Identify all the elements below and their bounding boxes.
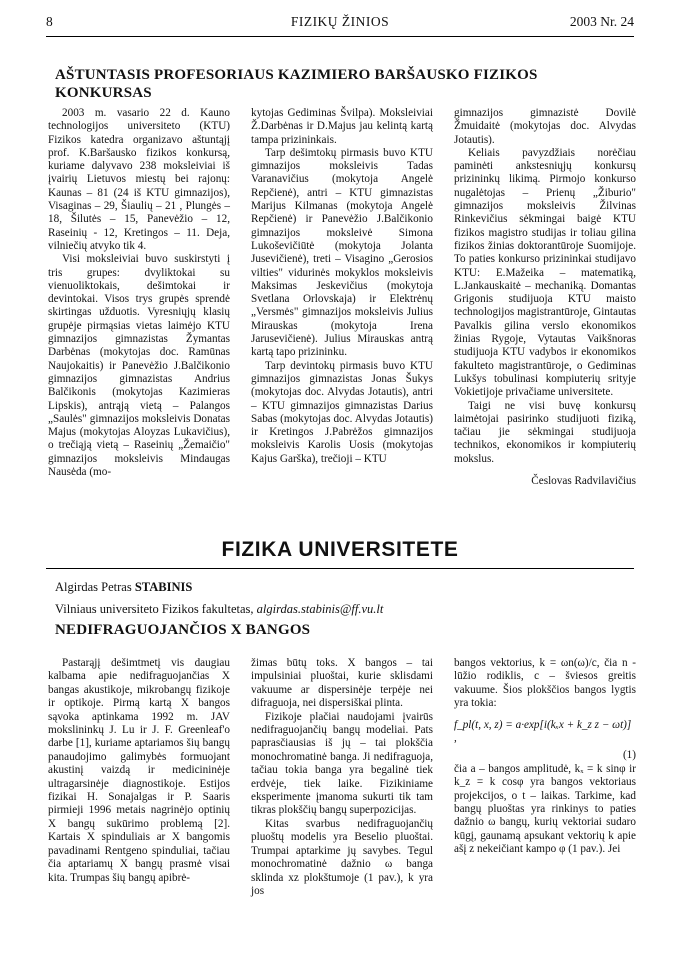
page-number: 8 [46,14,53,29]
paragraph: Kitas svarbus nedifraguojančių pluoštų modelis yra Beselio pluoštai. Trumpai aptarkime jų savybes. Tegul monochromatinė dažnio ω banga sklinda xz plokštumoje (1 pav.), k yra jos [251,817,433,897]
section-title: FIZIKA UNIVERSITETE [221,538,459,561]
signature: Česlovas Radvilavičius [531,475,636,488]
paragraph: Tarp devintokų pirmasis buvo KTU gimnazijos gimnazistas Jonas Šukys (mokytojas doc. Alvydas Jotautis), antri – KTU gimnazijos gimnazistas Darius Sabas (mokytojas doc. Alvydas Jotautis) ir Kretingos J.Pabrėžos gimnazijos moksleivis Karolis Uosis (mokytojas Kajus Garška), trečioji – KTU [251,359,433,465]
equation-number: (1) [622,749,636,762]
paragraph: Tarp dešimtokų pirmasis buvo KTU gimnazijos moksleivis Tadas Varanavičius (mokytoja Angelė Repčienė), antri – KTU gimnazistas Marijus Kilmanas (mokytoja Angelė Repčienė) ir Panevėžio J.Balčikonio gimnazijos moksleivė Simona Lukoševičiūtė (mokytoja Jolanta Jusevičienė), treti – Visagino „Gerosios vilties" vidurinės mokyklos moksleivis Maksimas Jeskevičius (mokytoja Svetlana Orlovskaja) ir Elektrėnų „Versmės" gimnazijos moksleivis Julius Mirauskas (mokytoja Irena Jarusevičienė). Julius Mirauskas antrą kartą tapo prizininku. [251,146,433,359]
article1-body [48,107,636,525]
paragraph: bangos vektorius, k = ωn(ω)/c, čia n - lūžio rodiklis, c – šviesos greitis vakuume. Šios plokščios bangos lygtis yra tokia: [454,657,636,710]
section-rule [46,568,634,569]
author-first-name: Algirdas Petras [55,580,135,594]
paragraph: Visi moksleiviai buvo suskirstyti į tris grupes: dvyliktokai su vienuoliktokais, dešimtokai ir devintokai. Visos trys grupės sprendė skirtingas užduotis. Vyresniųjų klasių grupėje pirmąsias vietas laimėjo KTU gimnazijos gimnazistas Žymantas Darbėnas (mokytojas doc. Ramūnas Naujokaitis) ir Panevėžio J.Balčikonio gimnazijos gimnazistas Andrius Balčikonis (mokytojas Kazimieras Lipskis), antrąją vietą – Palangos „Saulės" gimnazijos moksleivis Donatas Majus (mokytojas Aloyzas Lukavičius), o trečiąją vietą – Raseinių „Žemaičio" gimnazijos moksleivis Mindaugas Nausėda (mo- [48,253,230,479]
paragraph: gimnazijos gimnazistė Dovilė Žmuidaitė (mokytojas doc. Alvydas Jotautis). [454,107,636,146]
author-line [55,580,192,595]
issue-label: 2003 Nr. 24 [569,14,634,29]
article1-title: AŠTUNTASIS PROFESORIAUS KAZIMIERO BARŠAUSKO FIZIKOS KONKURSAS [55,67,538,101]
article1-column-2 [251,107,433,525]
paragraph: žimas būtų toks. X bangos – tai impulsiniai pluoštai, kurie sklisdami vakuume ar dispersinėje terpėje nei difraguoja, nei dispersiškai plinta. [251,657,433,710]
paragraph: čia a – bangos amplitudė, kₓ = k sinφ ir k_z = k cosφ yra bangos vektoriaus projekcijos, o t – laikas. Tarkime, kad bangų pluoštas yra rinkinys to paties dažnio ω bangų, kurių vektoriai sudaro kūgį, gaunamą apsukant vektorių k apie ašį z nekeičiant kampo φ (1 pav.). Jei [454,762,636,856]
paragraph: kytojas Gediminas Švilpa). Moksleiviai Ž.Darbėnas ir D.Majus jau kelintą kartą tampa prizininkais. [251,107,433,146]
author-last-name: STABINIS [134,580,193,594]
paragraph: Pastarąjį dešimtmetį vis daugiau kalbama apie nedifraguojančias X bangas akustikoje, mikrobangų fizikoje ir optikoje. Pirmą kartą X bangos sąvoka aptinkama 1992 m. JAV mokslininkų J. Lu ir J. F. Greenleaf'o darbe [1], kuriame aptariamos šių bangų panaudojimo galimybės formuojant akustinį vaizdą ir medicininėje ultragarsinėje diagnostikoje. Estijos fizikai H. Sonajalgas ir P. Saaris pirmieji 1996 metais nagrinėjo optinių X bangų sukūrimo problemą [2]. Kartais X spinduliais ar X bangomis pavadinami Rentgeno spinduliai, tačiau čia aptariamų X bangų prasmė visai kita. Trumpas šių bangų apibrė- [48,657,230,884]
paragraph: Keliais pavyzdžiais norėčiau paminėti ankstesniųjų konkursų prizininkų likimą. Pirmojo konkurso nugalėtojas – Prienų „Žiburio" gimnazijos moksleivis Žilvinas Rinkevičius sėkmingai baigė KTU fizikos magistro studijas ir toliau gilina fizikos žinias doktorantūroje Suomijoje. To paties konkurso prizininkai studijavo KTU: E.Mažeika – matematiką, L.Jankauskaitė – mechaniką. Domantas Grigonis studijuoja KTU maisto technologijos magistrantūroje, Gintautas Pavalkis gilina verslo ekonomikos žinias Rygoje, Vytautas Vaikšnoras studijuoja KTU vadybos ir ekonomikos fakulteto magistrantūroje, o Gediminas Lukšys tobulinasi kompiuterių srityje Vokietijoje privačiame universitete. [454,146,636,399]
paragraph: Taigi ne visi buvę konkursų laimėtojai pasirinko studijuoti fiziką, tačiau jie sėkmingai studijuoja technikos, ekonomikos ir kompiuterių mokslus. [454,399,636,465]
article2-column-2 [251,657,433,947]
paragraph: Fizikoje plačiai naudojami įvairūs nedifraguojančių bangų modeliai. Pats paprasčiausias iš jų – tai plokščia monochromatinė banga. Ji nedifraguoja, tačiau tokia banga yra begalinė tiek erdvėje, tiek laike. Fizikiniame eksperimente įmanoma sukurti tik tam tikras plokščių bangų superpozicijas. [251,710,433,817]
affiliation: Vilniaus universiteto Fizikos fakultetas, [55,602,257,616]
article2-body [48,657,636,947]
running-header [46,14,634,32]
equation: f_pl(t, x, z) = a·exp[i(kₓx + k_z z − ωt)] , [454,718,632,745]
article2-column-1 [48,657,230,947]
article1-column-1 [48,107,230,525]
article2-column-3 [454,657,636,947]
author-email[interactable]: algirdas.stabinis@ff.vu.lt [256,602,384,616]
article1-column-3 [454,107,636,525]
paragraph: 2003 m. vasario 22 d. Kauno technologijos universiteto (KTU) Fizikos katedra organizavo aštuntąjį prof. K.Baršausko fizikos konkursą, kuriame dalyvavo 238 moksleiviai iš įvairių Lietuvos miestų bei rajonų: Kaunas – 81 (24 iš KTU gimnazijos), Visaginas – 29, Šiaulių – 21 , Plungės – 18, Šilutės – 15, Panevėžio – 12, Raseinių - 12, Kretingos – 11. Deja, vilniečių atvyko tik 4. [48,107,230,252]
header-rule [46,36,634,37]
affiliation-line [55,602,383,617]
article2-title: NEDIFRAGUOJANČIOS X BANGOS [55,622,311,638]
journal-title: FIZIKŲ ŽINIOS [290,14,390,29]
